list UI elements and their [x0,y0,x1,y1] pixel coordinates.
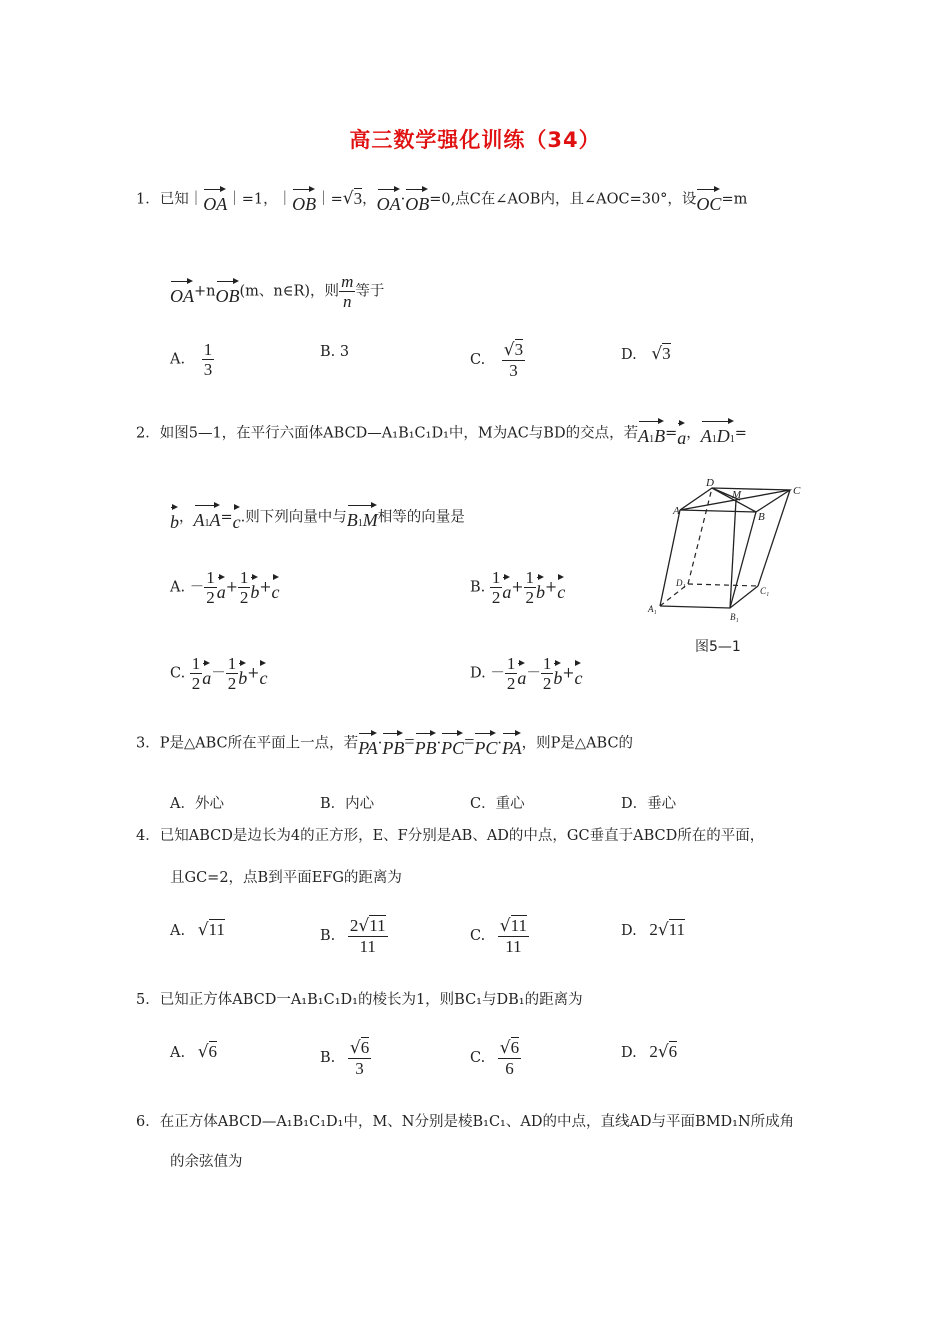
page-title: 高三数学强化训练（34） [349,128,601,152]
vector-oc: OC [696,186,721,213]
q1-option-a[interactable]: A. $\frac{1}{3}$ [170,340,213,379]
question-6-line-2: 的余弦值为 [170,1154,243,1170]
question-3-line-1: 3．P是△ABC所在平面上一点，若PA·PB=PB·PC=PC·PA，则P是△ABC的 [136,731,634,758]
q5-option-c[interactable]: C. $\frac{√6}{6}$ [470,1038,520,1078]
figure-caption: 图5—1 [695,639,741,655]
q2-option-c[interactable]: C. $\frac{1}{2}$ a－ $\frac{1}{2}$ b+c [170,654,268,693]
question-6-line-1: 6．在正方体ABCD—A₁B₁C₁D₁中，M、N分别是棱B₁C₁、AD的中点，直线AD与平面BMD₁N所成角 [136,1114,795,1130]
label-a: A [673,505,680,517]
label-m: M [732,489,742,501]
q4-option-a[interactable]: A. √11 [170,920,225,940]
label-c1: C₁ [760,586,770,596]
q2-option-b[interactable]: B. $\frac{1}{2}$ a+ $\frac{1}{2}$ b+c [470,568,566,607]
q5-option-b[interactable]: B. $\frac{√6}{3}$ [320,1038,370,1078]
vector-b1m: B1M [347,502,378,533]
q1-option-b[interactable]: B. 3 [320,344,350,360]
q3-option-b[interactable]: B．内心 [320,796,375,812]
vector-ob: OB [292,186,316,213]
q4-option-c[interactable]: C. $\frac{√11}{11}$ [470,916,528,956]
question-5-line-1: 5．已知正方体ABCD一A₁B₁C₁D₁的棱长为1，则BC₁与DB₁的距离为 [136,992,583,1008]
q2-option-a[interactable]: A. － $\frac{1}{2}$ a+ $\frac{1}{2}$ b+c [170,568,280,607]
label-c: C [793,485,801,497]
question-4-line-2: 且GC=2，点B到平面EFG的距离为 [170,870,402,886]
q3-option-c[interactable]: C．重心 [470,796,525,812]
label-b: B [758,511,765,523]
vector-oa: OA [170,278,194,305]
question-2-line-2: b，A1A=c.则下列向量中与B1M相等的向量是 [170,502,465,533]
label-a1: A₁ [648,604,657,614]
question-1-line-2: OA+nOB(m、n∈R)，则 $\frac{m}{n}$ 等于 [170,272,385,311]
label-b1: B₁ [730,612,739,622]
vector-c: c [233,504,241,531]
question-1-line-1: 1．已知｜OA｜=1，｜OB｜=√3，OA·OB=0,点C在∠AOB内，且∠AOC=30°，设OC=m [136,186,747,213]
q5-option-d[interactable]: D. 2√6 [621,1042,678,1062]
vector-a: a [677,420,686,447]
sqrt-sign: √ [503,340,515,360]
q3-option-d[interactable]: D．垂心 [621,796,677,812]
fraction-m-over-n: $\frac{m}{n}$ [341,272,354,311]
q2-option-d[interactable]: D. － $\frac{1}{2}$ a－ $\frac{1}{2}$ b+c [470,654,583,693]
q4-option-d[interactable]: D. 2√11 [621,920,686,940]
question-4-line-1: 4．已知ABCD是边长为4的正方形，E、F分别是AB、AD的中点，GC垂直于ABCD所在的平面， [136,828,765,844]
q5-option-a[interactable]: A. √6 [170,1042,218,1062]
q3-option-a[interactable]: A．外心 [170,796,224,812]
parallelepiped-figure [640,474,820,624]
vector-ob: OB [216,278,240,305]
vector-a1a: A1A [194,502,221,533]
vector-oa: OA [203,186,227,213]
label-d: D [706,477,714,489]
vector-ob: OB [405,186,429,213]
q1-option-d[interactable]: D. √3 [621,344,671,364]
sqrt-sign: √ [342,188,354,209]
q1-option-c[interactable]: C. $\frac{√3}{3}$ [470,340,524,380]
label-d1: D₁ [676,578,686,588]
vector-b: b [170,504,179,531]
question-2-line-1: 2．如图5—1，在平行六面体ABCD—A₁B₁C₁D₁中，M为AC与BD的交点，若A1B=a，A1D1= [136,418,747,449]
vector-a1b: A1B [638,418,665,449]
vector-a1d1: A1D1 [701,418,735,449]
vector-oa: OA [377,186,401,213]
q4-option-b[interactable]: B. $\frac{2√11}{11}$ [320,916,386,956]
sqrt-sign: √ [651,344,663,364]
